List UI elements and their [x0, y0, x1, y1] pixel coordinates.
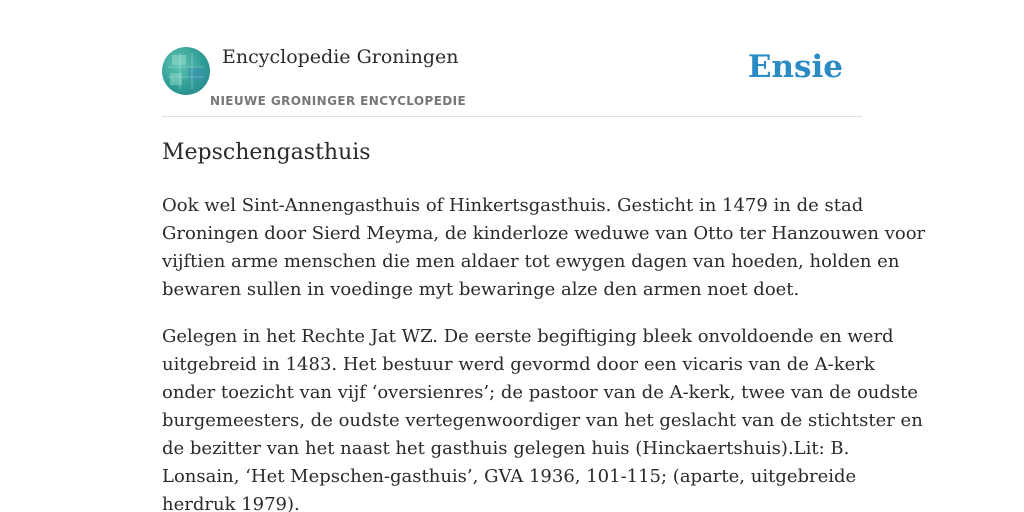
- paragraph-line: onder toezicht van vijf ‘oversienres’; de pastoor van de A-kerk, twee van de oudste: [162, 382, 919, 403]
- paragraph-line: herdruk 1979).: [162, 494, 300, 512]
- encyclopedia-logo-icon[interactable]: [162, 47, 210, 95]
- article-paragraph: [162, 323, 923, 512]
- article-body: [162, 192, 926, 512]
- article-title: Mepschengasthuis: [162, 140, 371, 165]
- site-subtitle: NIEUWE GRONINGER ENCYCLOPEDIE: [210, 94, 467, 108]
- brand-logo-link[interactable]: Ensie: [747, 49, 843, 85]
- paragraph-line: burgemeesters, de oudste vertegenwoordiger van het geslacht van de stichtster en: [162, 410, 923, 431]
- paragraph-line: de bezitter van het naast het gasthuis gelegen huis (Hinckaertshuis).Lit: B.: [162, 438, 850, 459]
- paragraph-line: vijftien arme menschen die men aldaer tot ewygen dagen van hoeden, holden en: [162, 251, 900, 272]
- paragraph-line: bewaren sullen in voedinge myt bewaringe alze den armen noet doet.: [162, 279, 800, 300]
- paragraph-line: Groningen door Sierd Meyma, de kinderloze weduwe van Otto ter Hanzouwen voor: [162, 223, 926, 244]
- article-paragraph: [162, 192, 926, 304]
- site-name[interactable]: Encyclopedie Groningen: [222, 46, 459, 68]
- paragraph-line: uitgebreid in 1483. Het bestuur werd gevormd door een vicaris van de A-kerk: [162, 354, 875, 375]
- paragraph-line: Ook wel Sint-Annengasthuis of Hinkertsgasthuis. Gesticht in 1479 in de stad: [162, 195, 864, 216]
- site-header: [162, 46, 862, 117]
- paragraph-line: Lonsain, ‘Het Mepschen-gasthuis’, GVA 1936, 101-115; (aparte, uitgebreide: [162, 466, 857, 487]
- paragraph-line: Gelegen in het Rechte Jat WZ. De eerste begiftiging bleek onvoldoende en werd: [162, 326, 894, 347]
